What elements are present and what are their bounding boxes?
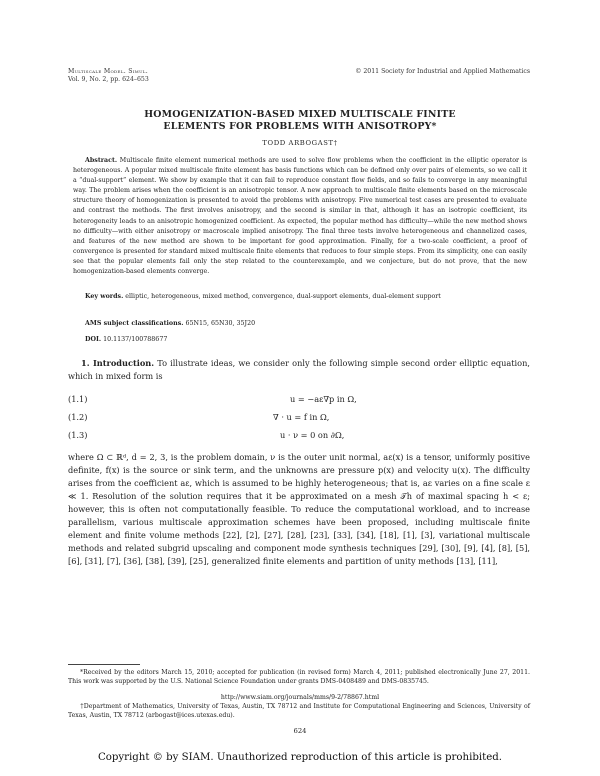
footnote-received-text: *Received by the editors March 15, 2010; accepted for publication (in revised form) March 4, 2011; published electronically June 27, 2011. This work was supported by the U.S. National Science Foundation under grants DMS-0408489 and DMS-0835745. xyxy=(68,669,530,685)
header-copyright: © 2011 Society for Industrial and Applied Mathematics xyxy=(355,68,530,75)
abstract xyxy=(73,156,527,277)
footnote-rule xyxy=(68,664,140,665)
equation-expression: u = −aε∇p in Ω, xyxy=(290,394,357,404)
paper-title xyxy=(0,109,600,133)
ams-classifications xyxy=(73,319,527,329)
equation-number: (1.2) xyxy=(68,412,88,422)
doi-text: 10.1137/100788677 xyxy=(103,336,168,343)
title-line-2: ELEMENTS FOR PROBLEMS WITH ANISOTROPY* xyxy=(163,121,437,132)
equation-1-2 xyxy=(68,412,530,426)
abstract-label: Abstract. xyxy=(85,157,118,164)
ams-label: AMS subject classifications. xyxy=(85,320,184,327)
intro-text: To illustrate ideas, we consider only the following simple second order elliptic equation, which in mixed form is xyxy=(68,358,530,381)
doi-label: DOI. xyxy=(85,336,102,343)
footnote-affiliation xyxy=(68,703,530,720)
footer-copyright: Copyright © by SIAM. Unauthorized reproduction of this article is prohibited. xyxy=(97,752,503,763)
introduction xyxy=(68,357,530,383)
page-number: 624 xyxy=(293,727,307,735)
author: TODD ARBOGAST† xyxy=(262,139,338,147)
journal-name: Multiscale Model. Simul. xyxy=(68,68,148,75)
footnote-affiliation-text: †Department of Mathematics, University of Texas, Austin, TX 78712 and Institute for Computational Engineering and Sciences, University of Texas, Austin, TX 78712 (arbogast@ices.utexas.edu). xyxy=(68,703,530,719)
journal-volume: Vol. 9, No. 2, pp. 624–653 xyxy=(68,76,149,83)
title-line-1: HOMOGENIZATION-BASED MIXED MULTISCALE FINITE xyxy=(144,109,456,120)
footnote-url[interactable]: http://www.siam.org/journals/mms/9-2/78867.html xyxy=(220,694,380,701)
body-paragraph: where Ω ⊂ ℝᵈ, d = 2, 3, is the problem domain, ν is the outer unit normal, aε(x) is a tensor, uniformly positive definite, f(x) is the source or sink term, and the unknowns are pressure p(x) and velocity u(x). The difficulty arises from the coefficient aε, which is assumed to be highly heterogeneous; that is, aε varies on a fine scale ε ≪ 1. Resolution of the solution requires that it be approximated on a mesh 𝒯h of maximal spacing h < ε; however, this is often not computationally feasible. To reduce the computational workload, and to increase parallelism, various multiscale approximation schemes have been proposed, including multiscale finite element and finite volume methods [22], [2], [27], [28], [23], [33], [34], [18], [1], [3], variational multiscale methods and related subgrid upscaling and component mode synthesis techniques [29], [30], [9], [4], [8], [5], [6], [31], [7], [36], [38], [39], [25], generalized finite elements and partition of unity methods [13], [11], xyxy=(68,452,530,566)
keywords xyxy=(73,292,527,302)
doi xyxy=(73,335,527,345)
journal-info xyxy=(68,68,149,84)
equation-number: (1.1) xyxy=(68,394,88,404)
equation-expression: ∇ · u = f in Ω, xyxy=(273,412,330,422)
ams-text: 65N15, 65N30, 35J20 xyxy=(185,320,256,327)
footnote-received xyxy=(68,669,530,686)
equation-1-3 xyxy=(68,430,530,444)
equation-expression: u · ν = 0 on ∂Ω, xyxy=(280,430,345,440)
keywords-text: elliptic, heterogeneous, mixed method, convergence, dual-support elements, dual-element support xyxy=(125,293,441,300)
section-heading: 1. Introduction. xyxy=(81,358,155,368)
equation-1-1 xyxy=(68,394,530,408)
equation-number: (1.3) xyxy=(68,430,88,440)
abstract-text: Multiscale finite element numerical methods are used to solve flow problems when the coefficient in the elliptic operator is heterogeneous. A popular mixed multiscale finite element has basis functions which can be defined only over pairs of elements, so we call it a “dual-support” element. We show by example that it can fail to reproduce constant flow fields, and so fails to converge in any meaningful way. The problem arises when the coefficient is an anisotropic tensor. A new approach to multiscale finite elements based on the microscale structure theory of homogenization is presented to avoid the problems with anisotropy. Five numerical test cases are presented to evaluate and contrast the methods. The first involves anisotropy, and the second is similar in that, although it has an isotropic coefficient, its heterogeneity leads to an anisotropic homogenized coefficient. As expected, the popular method has difficulty—while the new method shows no difficulty—with either anisotropy or macroscale implied anisotropy. The final three tests involve heterogeneous and channelized cases, and features of the new method are shown to be important for good approximation. Finally, for a two-scale coefficient, a proof of convergence is presented for standard mixed multiscale finite elements that reduces to four simple steps. From its simplicity, one can easily see that the popular elements fail only the step related to the counterexample, and we conjecture, but do not prove, that the new homogenization-based elements converge. xyxy=(73,157,527,276)
keywords-label: Key words. xyxy=(85,293,124,300)
